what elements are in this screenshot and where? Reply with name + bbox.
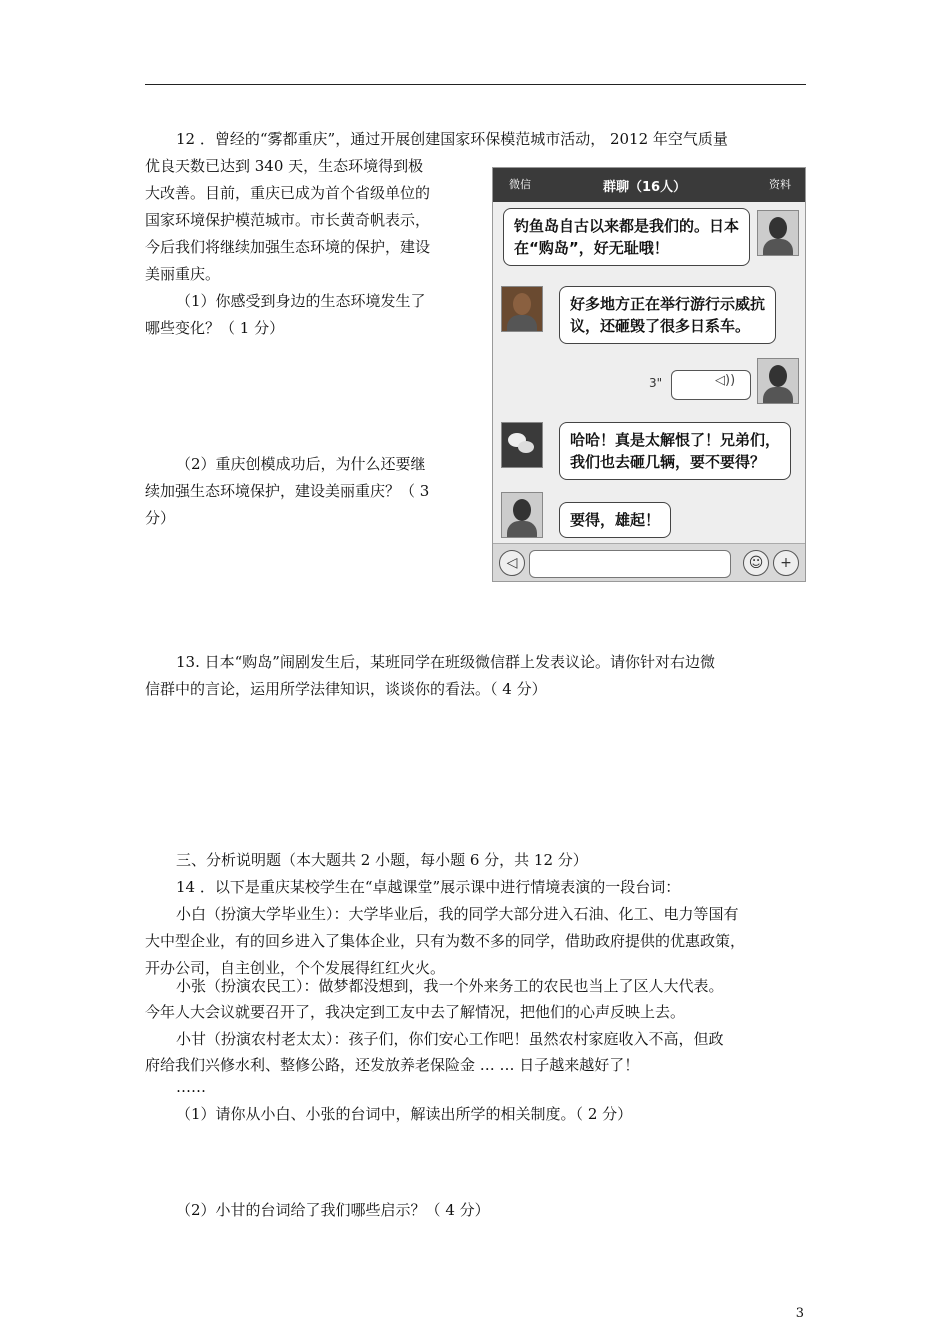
chat-message-1-line1: 钓鱼岛自古以来都是我们的。日本 [514, 217, 740, 235]
voice-wave-icon: ◁)) [715, 373, 736, 388]
plus-icon[interactable]: + [773, 550, 799, 576]
q12-line1: 12 ．曾经的“雾都重庆”，通过开展创建国家环保模范城市活动， 2012 年空气质量 [176, 130, 728, 148]
wechat-logo-icon [501, 422, 543, 468]
chat-message-4: 要得，雄起！ [559, 502, 671, 538]
q14-p2-line2: 今年人大会议就要召开了，我决定到工友中去了解情况，把他们的心声反映上去。 [145, 1003, 686, 1021]
chat-message-2-line2: 议，还砸毁了很多日系车。 [570, 317, 751, 335]
wechat-screenshot [492, 167, 806, 582]
q14-p1-line1: 小白（扮演大学毕业生）：大学毕业后，我的同学大部分进入石油、化工、电力等国有 [176, 905, 739, 923]
q12-sub2-line1: （2）重庆创模成功后，为什么还要继 [176, 455, 426, 473]
chat-title: 群聊（16人） [603, 180, 687, 195]
q14-p1-line3: 开办公司，自主创业，个个发展得红红火火。 [145, 959, 446, 977]
section3-heading: 三、分析说明题（本大题共 2 小题，每小题 6 分，共 12 分） [176, 851, 588, 869]
chat-message-1 [503, 208, 750, 266]
q14-sub1: （1）请你从小白、小张的台词中，解读出所学的相关制度。（ 2 分） [176, 1105, 633, 1123]
q12-sub2-line2: 续加强生态环境保护，建设美丽重庆？（ 3 [145, 482, 430, 500]
chat-message-1-line2: 在“购岛”，好无耻哦！ [514, 239, 669, 257]
chat-message-3-line2: 我们也去砸几辆，要不要得？ [570, 453, 766, 471]
q14-p3-line1: 小甘（扮演农村老太太）：孩子们，你们安心工作吧！虽然农村家庭收入不高，但政 [176, 1030, 724, 1048]
chat-message-2 [559, 286, 776, 344]
q14-p3-line2: 府给我们兴修水利、整修公路，还发放养老保险金 … … 日子越来越好了！ [145, 1056, 640, 1074]
header-rule [145, 84, 806, 85]
chat-message-3 [559, 422, 791, 480]
q12-sub1-line2: 哪些变化？（ 1 分） [145, 319, 285, 337]
chat-back-label: 微信 [509, 178, 531, 191]
chat-message-2-line1: 好多地方正在举行游行示威抗 [570, 295, 766, 313]
avatar-icon [501, 286, 543, 332]
chat-message-3-line1: 哈哈！真是太解恨了！兄弟们， [570, 431, 781, 449]
q13-line1: 13. 日本“购岛”闹剧发生后，某班同学在班级微信群上发表议论。请你针对右边微 [176, 653, 715, 671]
voice-icon[interactable]: ◁ [499, 550, 525, 576]
voice-message-bubble[interactable] [671, 370, 751, 400]
chat-header [493, 168, 805, 202]
q12-sub1-line1: （1）你感受到身边的生态环境发生了 [176, 292, 426, 310]
q12-line5: 今后我们将继续加强生态环境的保护，建设 [145, 238, 431, 256]
q13-line2: 信群中的言论，运用所学法律知识，谈谈你的看法。（ 4 分） [145, 680, 547, 698]
q12-line2: 优良天数已达到 340 天，生态环境得到极 [145, 157, 424, 175]
avatar-icon [501, 492, 543, 538]
emoji-icon[interactable]: ☺ [743, 550, 769, 576]
page-number: 3 [795, 1306, 804, 1321]
avatar-icon [757, 358, 799, 404]
chat-text-input[interactable] [529, 550, 731, 578]
voice-message-length: 3" [649, 376, 663, 390]
q14-ellipsis: …… [176, 1078, 206, 1096]
chat-input-bar [493, 543, 805, 582]
q14-sub2: （2）小甘的台词给了我们哪些启示？（ 4 分） [176, 1201, 490, 1219]
q12-line3: 大改善。目前，重庆已成为首个省级单位的 [145, 184, 431, 202]
q14-p1-line2: 大中型企业，有的回乡进入了集体企业，只有为数不多的同学，借助政府提供的优惠政策， [145, 932, 746, 950]
q14-p2-line1: 小张（扮演农民工）：做梦都没想到，我一个外来务工的农民也当上了区人大代表。 [176, 977, 724, 995]
q14-intro: 14 ．以下是重庆某校学生在“卓越课堂”展示课中进行情境表演的一段台词： [176, 878, 681, 896]
q12-sub2-line3: 分） [145, 509, 176, 527]
q12-line6: 美丽重庆。 [145, 265, 221, 283]
chat-menu-label: 资料 [769, 178, 791, 191]
q12-line4: 国家环境保护模范城市。市长黄奇帆表示， [145, 211, 431, 229]
avatar-icon [757, 210, 799, 256]
